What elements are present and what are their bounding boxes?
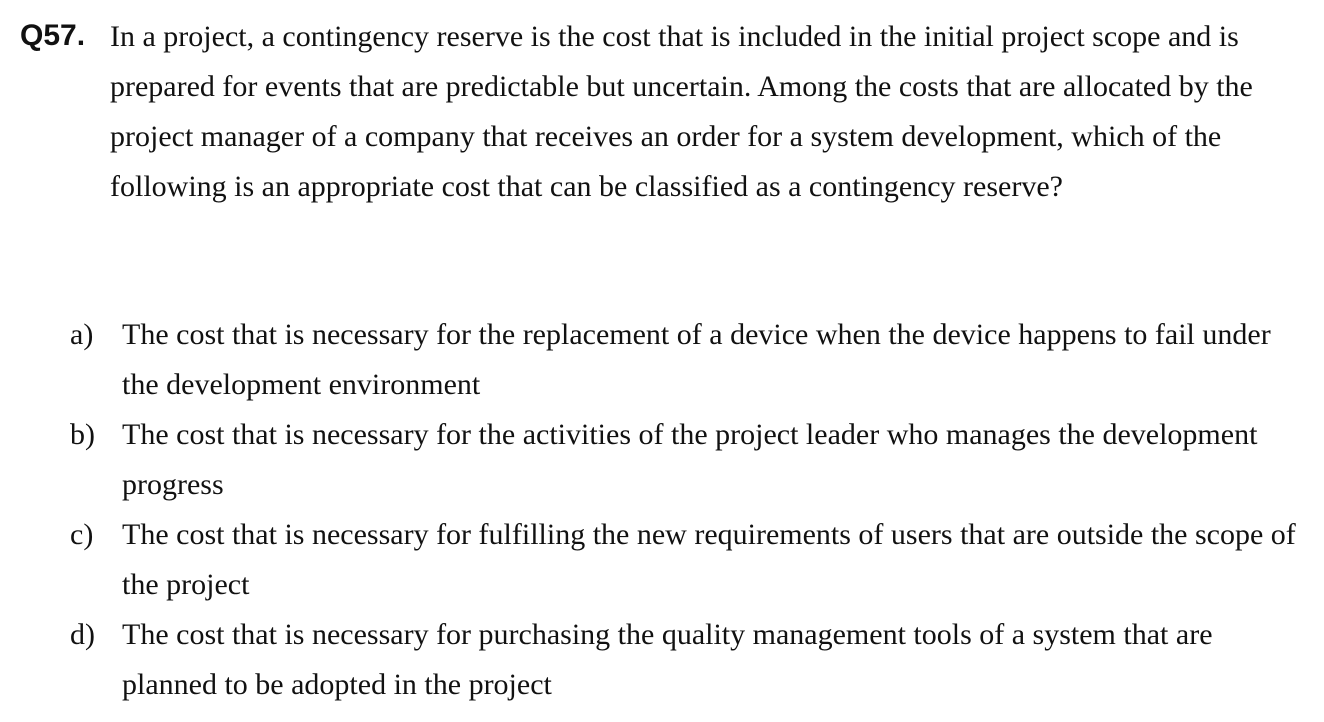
option-c [70,510,1320,610]
option-b [70,410,1320,510]
option-b-text: The cost that is necessary for the activities of the project leader who manages the development progress [122,418,1258,501]
question-number: Q57. [20,19,86,52]
option-b-letter: b) [70,418,95,451]
option-c-letter: c) [70,518,94,551]
option-d [70,610,1320,710]
question-text: In a project, a contingency reserve is the cost that is included in the initial project scope and is prepared for events that are predictable but uncertain. Among the costs that are allocated by the project manager of a company that receives an order for a system development, which of the following is an appropriate cost that can be classified as a contingency reserve? [110,20,1253,203]
option-a [70,310,1320,410]
option-a-text: The cost that is necessary for the replacement of a device when the device happens to fail under the development environment [122,318,1271,401]
option-c-text: The cost that is necessary for fulfilling the new requirements of users that are outside the scope of the project [122,518,1296,601]
option-d-letter: d) [70,618,95,651]
option-a-letter: a) [70,318,94,351]
option-d-text: The cost that is necessary for purchasing the quality management tools of a system that are planned to be adopted in the project [122,618,1213,701]
answer-options [70,310,1320,710]
